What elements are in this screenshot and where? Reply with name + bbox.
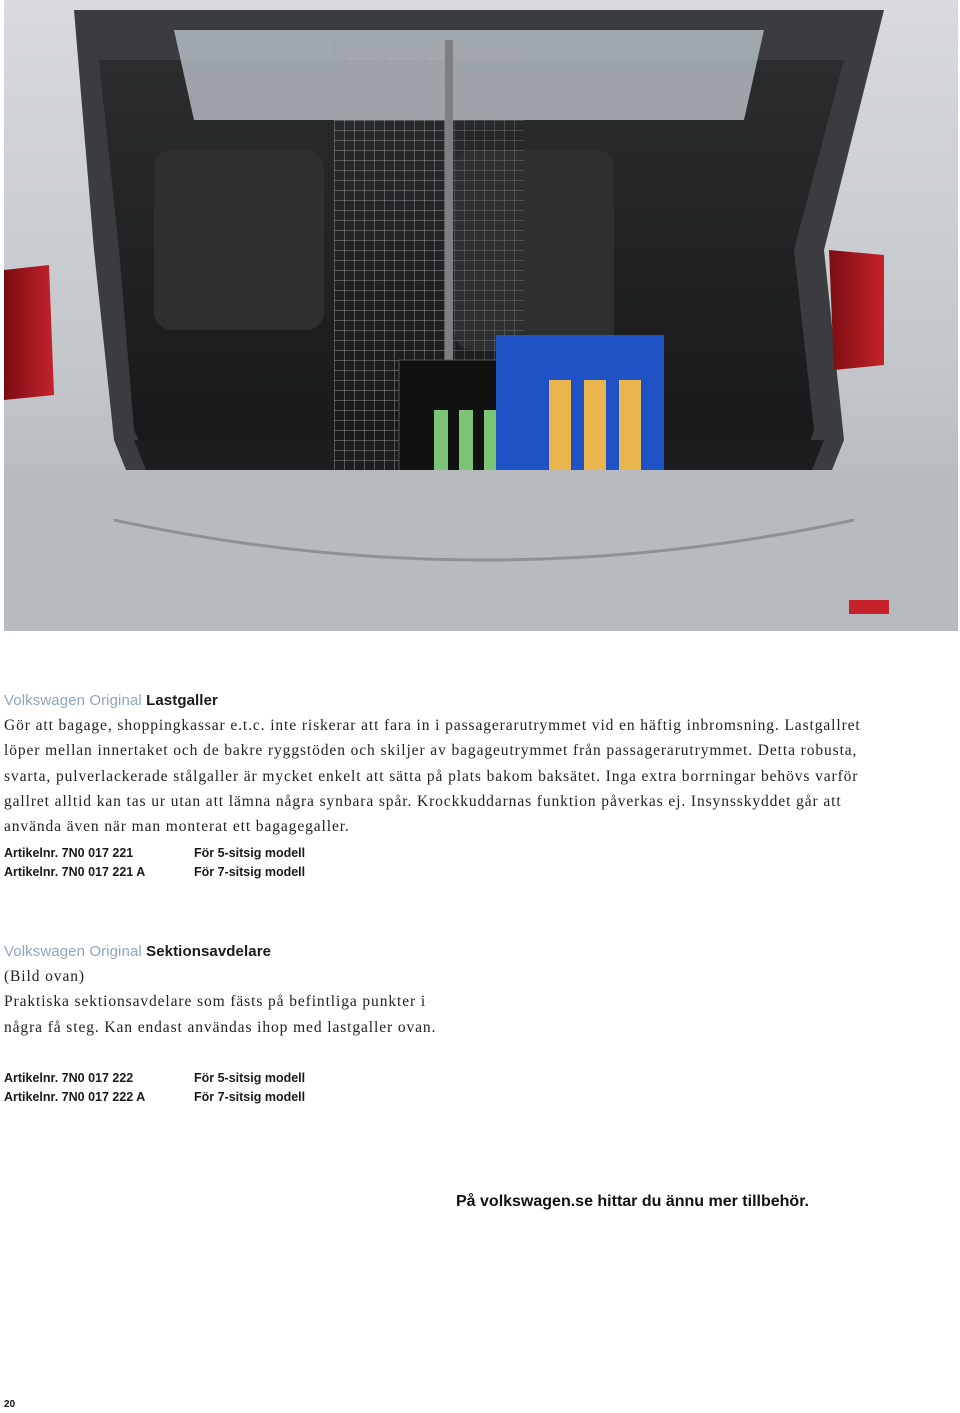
brand-label: Volkswagen Original bbox=[4, 692, 142, 709]
text-line: några få steg. Kan endast användas ihop med lastgaller ovan. bbox=[4, 1018, 437, 1036]
product-title: Lastgaller bbox=[146, 692, 218, 709]
product-photo bbox=[4, 0, 958, 631]
article-row bbox=[4, 1088, 305, 1107]
page-number: 20 bbox=[4, 1399, 16, 1410]
text-line: Gör att bagage, shoppingkassar e.t.c. inte riskerar att fara in i passagerarutrymmet vid en häftig inbromsning. Lastgallret bbox=[4, 717, 861, 734]
brand-label: Volkswagen Original bbox=[4, 943, 142, 960]
article-number: Artikelnr. 7N0 017 222 bbox=[4, 1071, 134, 1085]
article-description: För 7-sitsig modell bbox=[194, 865, 306, 879]
text-line: använda även när man monterat ett bagagegaller. bbox=[4, 818, 350, 836]
article-description: För 5-sitsig modell bbox=[194, 1071, 306, 1085]
description-lastgaller bbox=[4, 713, 934, 839]
text-line: (Bild ovan) bbox=[4, 968, 85, 985]
section-heading-lastgaller bbox=[4, 692, 218, 709]
footer-note: På volkswagen.se hittar du ännu mer tillbehör. bbox=[456, 1193, 809, 1210]
text-line: svarta, pulverlackerade stålgaller är mycket enkelt att sätta på plats bakom baksätet. Inga extra borrningar behövs varför bbox=[4, 767, 859, 785]
text-line: Praktiska sektionsavdelare som fästs på befintliga punkter i bbox=[4, 993, 427, 1011]
article-list-sektionsavdelare bbox=[4, 1069, 305, 1107]
article-row bbox=[4, 863, 305, 882]
article-description: För 7-sitsig modell bbox=[194, 1090, 306, 1104]
description-sektionsavdelare bbox=[4, 964, 934, 1040]
text-line: gallret alltid kan tas ur utan att lämna några synbara spår. Krockkuddarnas funktion påverkas ej. Insynsskyddet går att bbox=[4, 792, 842, 810]
article-number: Artikelnr. 7N0 017 221 bbox=[4, 846, 134, 860]
article-number: Artikelnr. 7N0 017 222 A bbox=[4, 1090, 146, 1104]
article-row bbox=[4, 844, 305, 863]
article-number: Artikelnr. 7N0 017 221 A bbox=[4, 865, 146, 879]
section-heading-sektionsavdelare bbox=[4, 943, 271, 960]
text-line: löper mellan innertaket och de bakre ryggstöden och skiljer av bagageutrymmet från passagerarutrymmet. Detta robusta, bbox=[4, 742, 858, 760]
article-description: För 5-sitsig modell bbox=[194, 846, 306, 860]
cargo-area-illustration bbox=[4, 0, 958, 631]
article-list-lastgaller bbox=[4, 844, 305, 882]
article-row bbox=[4, 1069, 305, 1088]
product-title: Sektionsavdelare bbox=[146, 943, 272, 960]
